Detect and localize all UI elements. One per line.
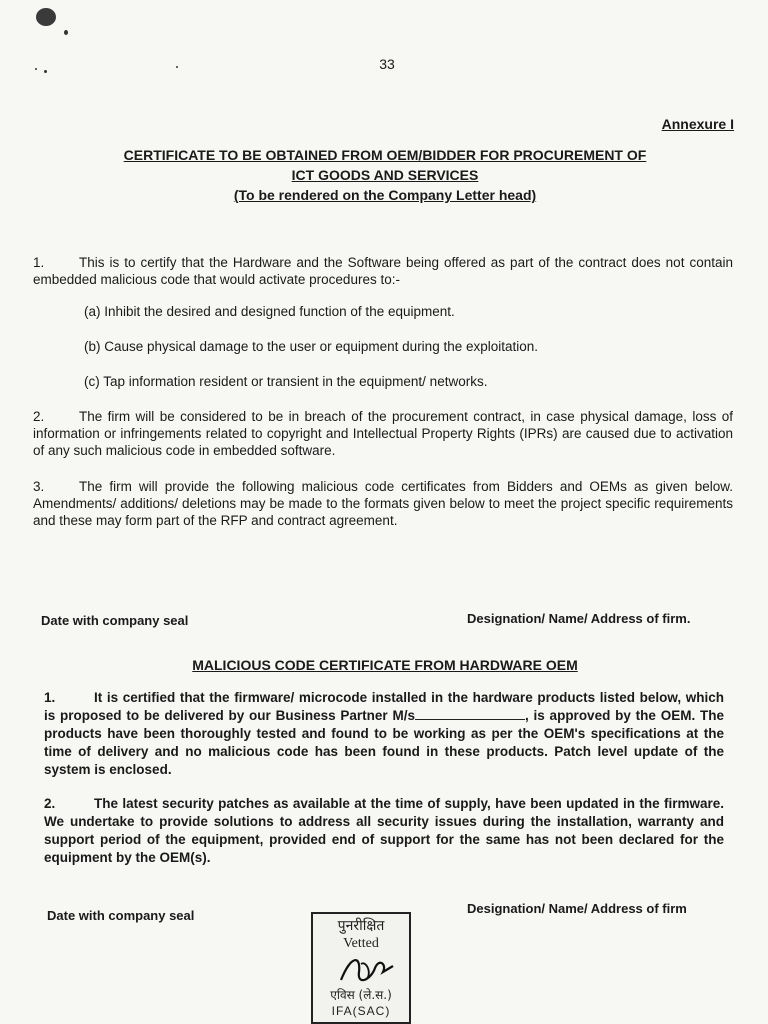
list-item: (b) Cause physical damage to the user or equipment during the exploitation. — [84, 339, 539, 354]
paragraph-number: 3. — [33, 479, 45, 494]
paragraph-number: 1. — [44, 690, 56, 705]
paragraph-number: 2. — [33, 409, 45, 424]
title-line-2: ICT GOODS AND SERVICES — [291, 167, 479, 183]
paragraph-text: The latest security patches as available at the time of supply, have been updated in the firmware. We undertake to provide solutions to address all security issues during the installation, warranty and support period of the equipment, provided end of support for the same has not been declared for the equipment by the OEM(s). — [44, 796, 724, 865]
paragraph-2 — [33, 408, 733, 459]
scan-speck — [35, 68, 37, 70]
paragraph-text: , is approved by the OEM. The products have been thoroughly tested and found to be working as per the OEM's specifications at the time of delivery and no malicious code has been found in these products. Patch level update of the system is enclosed. — [44, 708, 724, 777]
paragraph-number: 2. — [44, 796, 56, 811]
date-seal-label: Date with company seal — [47, 908, 195, 923]
scan-speck — [176, 66, 178, 68]
vetted-stamp — [311, 912, 411, 1024]
title-line-3: (To be rendered on the Company Letter head) — [233, 187, 537, 203]
annexure-label: Annexure I — [661, 116, 734, 132]
paragraph-text: The firm will provide the following malicious code certificates from Bidders and OEMs as given below. Amendments/ additions/ deletions may be made to the formats given below to meet the project specific requirements and these may form part of the RFP and contract agreement. — [33, 479, 733, 528]
stamp-hindi-top: पुनरीक्षित — [337, 918, 385, 934]
hardware-paragraph-2 — [44, 795, 724, 867]
list-item: (c) Tap information resident or transient in the equipment/ networks. — [84, 374, 488, 389]
paragraph-3 — [33, 478, 733, 529]
hardware-paragraph-1 — [44, 689, 724, 779]
paragraph-1 — [33, 254, 733, 288]
paragraph-number: 1. — [33, 255, 45, 270]
title-line-1: CERTIFICATE TO BE OBTAINED FROM OEM/BIDDER FOR PROCUREMENT OF — [123, 147, 647, 163]
stamp-vetted: Vetted — [343, 936, 379, 951]
scan-speck — [64, 30, 68, 35]
list-item: (a) Inhibit the desired and designed function of the equipment. — [84, 304, 455, 319]
business-partner-blank — [415, 707, 525, 720]
paragraph-text: This is to certify that the Hardware and the Software being offered as part of the contract does not contain embedded malicious code that would activate procedures to:- — [33, 255, 733, 287]
designation-label: Designation/ Name/ Address of firm. — [467, 611, 691, 626]
stamp-ifa-sac: IFA(SAC) — [331, 1004, 391, 1018]
hardware-oem-title: MALICIOUS CODE CERTIFICATE FROM HARDWARE OEM — [192, 657, 578, 673]
date-seal-label: Date with company seal — [41, 613, 189, 628]
page-number: 33 — [379, 56, 395, 72]
certificate-title — [60, 145, 710, 205]
stamp-hindi-bottom: एविस (ले.स.) — [330, 988, 392, 1002]
paragraph-text: The firm will be considered to be in breach of the procurement contract, in case physical damage, loss of information or infringements related to copyright and Intellectual Property Rights (IPRs) are caused due to activation of any such malicious code in embedded software. — [33, 409, 733, 458]
designation-label: Designation/ Name/ Address of firm — [467, 901, 687, 916]
scan-speck — [44, 70, 47, 73]
scan-speck — [36, 8, 56, 26]
paragraph-text: It is certified that the firmware/ microcode installed in the hardware products listed below, which is proposed to be delivered by our Business Partner M/s — [44, 690, 724, 723]
signature-scribble — [331, 950, 401, 990]
